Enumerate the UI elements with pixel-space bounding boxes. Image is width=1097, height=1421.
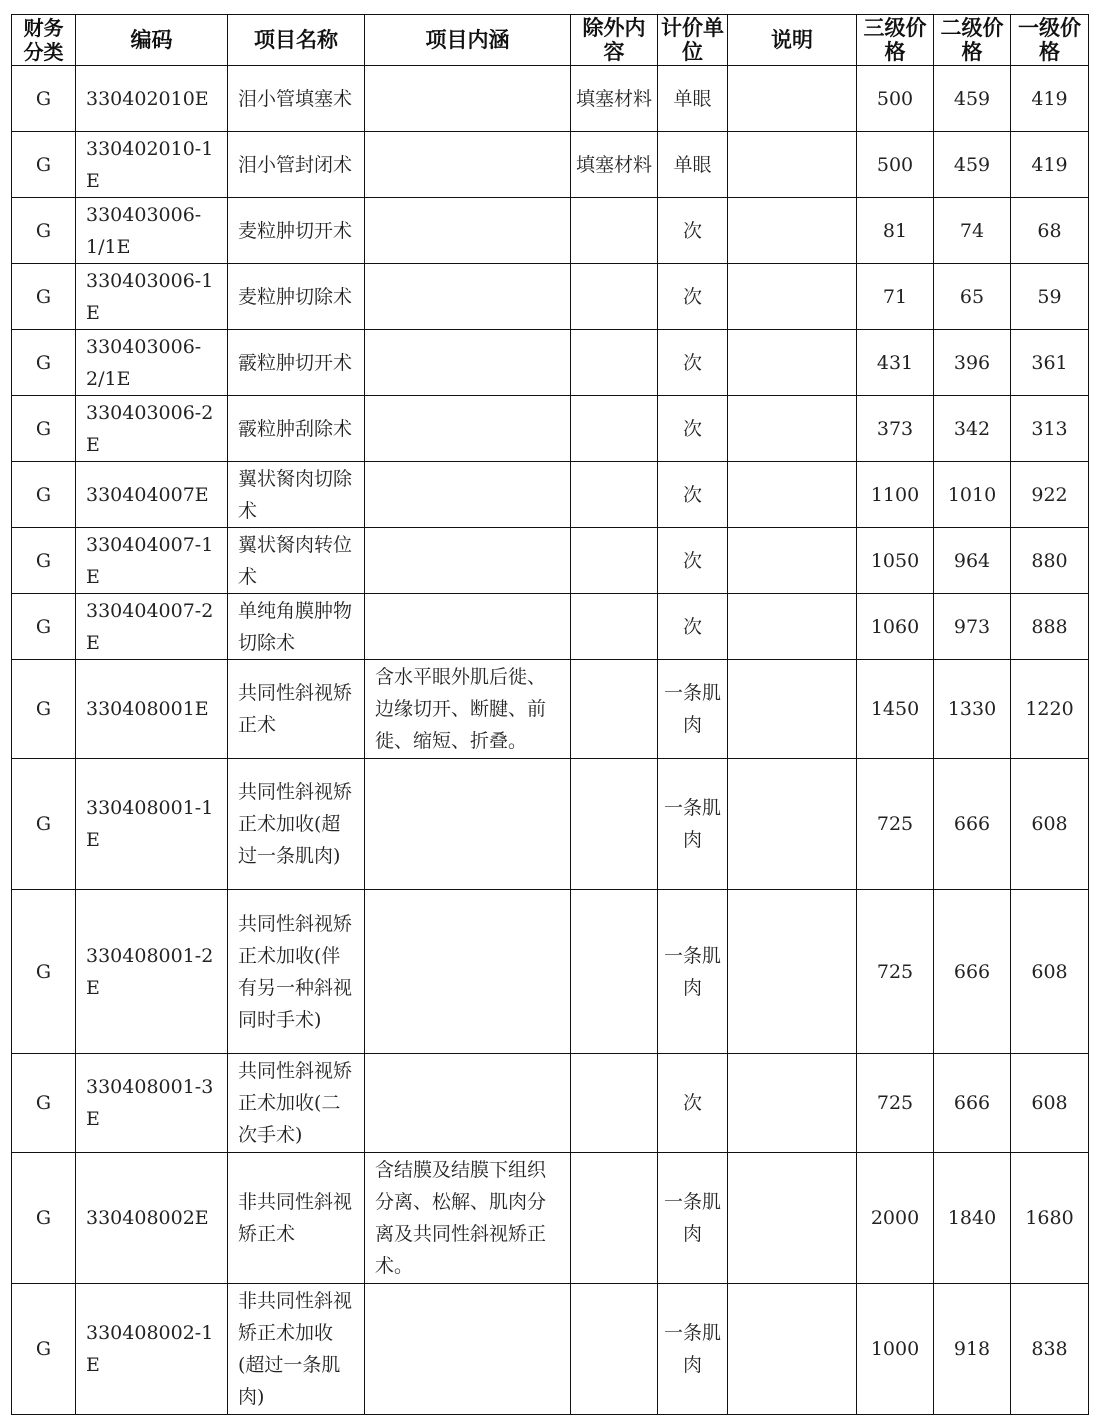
price-table-sheet [11, 14, 1088, 1415]
table-row [12, 594, 1089, 660]
cell-note [728, 1153, 857, 1284]
cell-code: 330408001-2E [76, 890, 228, 1054]
cell-price2: 666 [934, 890, 1011, 1054]
cell-excluded: 填塞材料 [571, 132, 658, 198]
cell-name: 共同性斜视矫正术加收(超过一条肌肉) [228, 759, 365, 890]
table-row [12, 462, 1089, 528]
cell-price1: 59 [1011, 264, 1089, 330]
cell-unit: 一条肌肉 [658, 759, 728, 890]
cell-price3: 1060 [857, 594, 934, 660]
cell-category: G [12, 264, 76, 330]
cell-excluded [571, 396, 658, 462]
cell-excluded [571, 594, 658, 660]
cell-price1: 838 [1011, 1284, 1089, 1415]
cell-price1: 608 [1011, 1054, 1089, 1153]
header-unit: 计价单位 [658, 15, 728, 66]
cell-category: G [12, 1054, 76, 1153]
cell-price3: 431 [857, 330, 934, 396]
cell-excluded [571, 198, 658, 264]
cell-code: 330403006-2E [76, 396, 228, 462]
cell-name: 霰粒肿刮除术 [228, 396, 365, 462]
cell-content: 含水平眼外肌后徙、边缘切开、断腱、前徙、缩短、折叠。 [365, 660, 571, 759]
header-price1: 一级价格 [1011, 15, 1089, 66]
cell-price2: 666 [934, 759, 1011, 890]
cell-price3: 500 [857, 132, 934, 198]
header-row [12, 15, 1089, 66]
table-row [12, 396, 1089, 462]
cell-category: G [12, 198, 76, 264]
cell-price3: 2000 [857, 1153, 934, 1284]
cell-note [728, 594, 857, 660]
cell-content: 含结膜及结膜下组织分离、松解、肌肉分离及共同性斜视矫正术。 [365, 1153, 571, 1284]
table-row [12, 1054, 1089, 1153]
table-row [12, 759, 1089, 890]
cell-content [365, 528, 571, 594]
cell-price3: 1050 [857, 528, 934, 594]
table-row [12, 330, 1089, 396]
cell-name: 泪小管封闭术 [228, 132, 365, 198]
cell-price3: 500 [857, 66, 934, 132]
table-row [12, 66, 1089, 132]
cell-unit: 次 [658, 330, 728, 396]
cell-code: 330408002-1E [76, 1284, 228, 1415]
cell-excluded [571, 759, 658, 890]
cell-price2: 973 [934, 594, 1011, 660]
cell-name: 麦粒肿切开术 [228, 198, 365, 264]
cell-content [365, 396, 571, 462]
cell-name: 共同性斜视矫正术 [228, 660, 365, 759]
cell-note [728, 462, 857, 528]
cell-price2: 964 [934, 528, 1011, 594]
cell-code: 330403006-2/1E [76, 330, 228, 396]
cell-excluded [571, 1284, 658, 1415]
cell-content [365, 198, 571, 264]
cell-category: G [12, 1284, 76, 1415]
cell-price2: 1840 [934, 1153, 1011, 1284]
cell-note [728, 264, 857, 330]
cell-note [728, 759, 857, 890]
cell-excluded [571, 1054, 658, 1153]
price-table [11, 14, 1089, 1415]
table-row [12, 1284, 1089, 1415]
cell-name: 泪小管填塞术 [228, 66, 365, 132]
cell-unit: 次 [658, 264, 728, 330]
header-name: 项目名称 [228, 15, 365, 66]
cell-unit: 次 [658, 1054, 728, 1153]
cell-price1: 888 [1011, 594, 1089, 660]
cell-excluded [571, 1153, 658, 1284]
cell-category: G [12, 594, 76, 660]
cell-code: 330408001-3E [76, 1054, 228, 1153]
cell-excluded [571, 528, 658, 594]
cell-price2: 666 [934, 1054, 1011, 1153]
cell-price2: 396 [934, 330, 1011, 396]
cell-content [365, 759, 571, 890]
cell-category: G [12, 890, 76, 1054]
cell-category: G [12, 330, 76, 396]
cell-price3: 373 [857, 396, 934, 462]
cell-code: 330402010E [76, 66, 228, 132]
cell-note [728, 660, 857, 759]
cell-excluded: 填塞材料 [571, 66, 658, 132]
cell-unit: 次 [658, 528, 728, 594]
cell-note [728, 132, 857, 198]
cell-unit: 单眼 [658, 66, 728, 132]
cell-excluded [571, 330, 658, 396]
cell-content [365, 132, 571, 198]
cell-name: 霰粒肿切开术 [228, 330, 365, 396]
header-code: 编码 [76, 15, 228, 66]
cell-unit: 单眼 [658, 132, 728, 198]
cell-name: 单纯角膜肿物切除术 [228, 594, 365, 660]
cell-unit: 一条肌肉 [658, 890, 728, 1054]
cell-unit: 一条肌肉 [658, 1153, 728, 1284]
cell-price1: 361 [1011, 330, 1089, 396]
cell-note [728, 66, 857, 132]
cell-content [365, 890, 571, 1054]
cell-category: G [12, 528, 76, 594]
cell-unit: 一条肌肉 [658, 660, 728, 759]
cell-name: 共同性斜视矫正术加收(二次手术) [228, 1054, 365, 1153]
cell-note [728, 1054, 857, 1153]
cell-price3: 725 [857, 1054, 934, 1153]
table-row [12, 890, 1089, 1054]
cell-note [728, 528, 857, 594]
cell-price1: 419 [1011, 66, 1089, 132]
cell-note [728, 1284, 857, 1415]
cell-content [365, 66, 571, 132]
cell-code: 330402010-1E [76, 132, 228, 198]
cell-unit: 一条肌肉 [658, 1284, 728, 1415]
cell-price2: 1330 [934, 660, 1011, 759]
cell-price3: 725 [857, 759, 934, 890]
cell-unit: 次 [658, 462, 728, 528]
header-note: 说明 [728, 15, 857, 66]
cell-category: G [12, 1153, 76, 1284]
cell-content [365, 1284, 571, 1415]
cell-name: 非共同性斜视矫正术 [228, 1153, 365, 1284]
cell-category: G [12, 396, 76, 462]
cell-price1: 1680 [1011, 1153, 1089, 1284]
header-content: 项目内涵 [365, 15, 571, 66]
header-price2: 二级价格 [934, 15, 1011, 66]
cell-price2: 342 [934, 396, 1011, 462]
cell-unit: 次 [658, 396, 728, 462]
cell-price2: 65 [934, 264, 1011, 330]
cell-price2: 74 [934, 198, 1011, 264]
cell-code: 330404007-2E [76, 594, 228, 660]
cell-note [728, 330, 857, 396]
cell-price2: 1010 [934, 462, 1011, 528]
cell-price1: 313 [1011, 396, 1089, 462]
table-row [12, 132, 1089, 198]
cell-content [365, 462, 571, 528]
cell-note [728, 890, 857, 1054]
table-row [12, 660, 1089, 759]
cell-category: G [12, 660, 76, 759]
header-price3: 三级价格 [857, 15, 934, 66]
cell-price3: 1000 [857, 1284, 934, 1415]
cell-price1: 608 [1011, 890, 1089, 1054]
table-row [12, 528, 1089, 594]
cell-price2: 459 [934, 66, 1011, 132]
cell-unit: 次 [658, 594, 728, 660]
cell-code: 330403006-1E [76, 264, 228, 330]
cell-price3: 1100 [857, 462, 934, 528]
table-row [12, 1153, 1089, 1284]
cell-category: G [12, 132, 76, 198]
cell-price3: 1450 [857, 660, 934, 759]
cell-price1: 1220 [1011, 660, 1089, 759]
cell-price3: 81 [857, 198, 934, 264]
cell-name: 麦粒肿切除术 [228, 264, 365, 330]
cell-note [728, 198, 857, 264]
cell-price2: 918 [934, 1284, 1011, 1415]
cell-name: 翼状胬肉转位术 [228, 528, 365, 594]
cell-content [365, 330, 571, 396]
cell-unit: 次 [658, 198, 728, 264]
cell-code: 330408002E [76, 1153, 228, 1284]
cell-category: G [12, 759, 76, 890]
cell-excluded [571, 660, 658, 759]
cell-excluded [571, 462, 658, 528]
table-row [12, 264, 1089, 330]
cell-price1: 68 [1011, 198, 1089, 264]
cell-name: 共同性斜视矫正术加收(伴有另一种斜视同时手术) [228, 890, 365, 1054]
cell-code: 330404007-1E [76, 528, 228, 594]
cell-code: 330404007E [76, 462, 228, 528]
cell-excluded [571, 264, 658, 330]
cell-content [365, 1054, 571, 1153]
header-category: 财务分类 [12, 15, 76, 66]
cell-price3: 71 [857, 264, 934, 330]
cell-price1: 419 [1011, 132, 1089, 198]
cell-code: 330408001-1E [76, 759, 228, 890]
cell-name: 非共同性斜视矫正术加收(超过一条肌肉) [228, 1284, 365, 1415]
cell-content [365, 594, 571, 660]
cell-name: 翼状胬肉切除术 [228, 462, 365, 528]
table-row [12, 198, 1089, 264]
cell-category: G [12, 66, 76, 132]
cell-note [728, 396, 857, 462]
cell-code: 330403006-1/1E [76, 198, 228, 264]
cell-content [365, 264, 571, 330]
cell-price1: 922 [1011, 462, 1089, 528]
cell-price3: 725 [857, 890, 934, 1054]
cell-code: 330408001E [76, 660, 228, 759]
cell-price2: 459 [934, 132, 1011, 198]
cell-price1: 880 [1011, 528, 1089, 594]
cell-excluded [571, 890, 658, 1054]
header-excluded: 除外内容 [571, 15, 658, 66]
cell-category: G [12, 462, 76, 528]
cell-price1: 608 [1011, 759, 1089, 890]
